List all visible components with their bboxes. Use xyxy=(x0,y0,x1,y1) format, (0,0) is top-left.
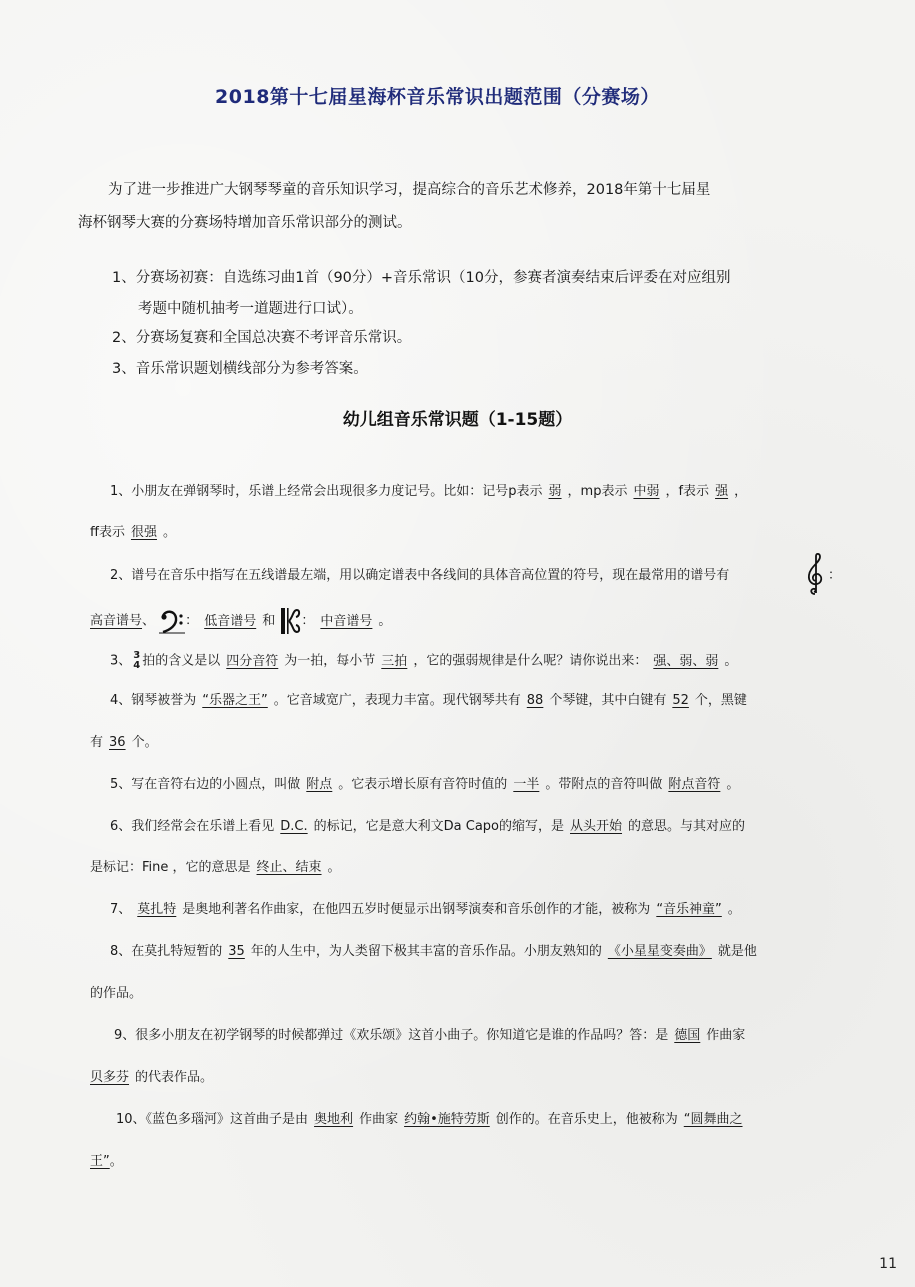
rule-3-wrap xyxy=(112,354,852,385)
q2-text-1: 2、谱号在音乐中指写在五线谱最左端，用以确定谱表中各线间的具体音高位置的符号，现在最常用的谱号有 xyxy=(110,568,730,583)
q1-text-3: ，f表示 xyxy=(665,484,710,499)
q4-answer-1: “乐器之王” xyxy=(202,693,268,708)
question-9-line-2 xyxy=(90,1068,832,1088)
question-1-line-2 xyxy=(90,523,832,543)
time-sig-denominator: 4 xyxy=(133,660,141,671)
q1-text-1: 1、小朋友在弹钢琴时，乐谱上经常会出现很多力度记号。比如：记号p表示 xyxy=(110,484,543,499)
q7-text-2: 是奥地利著名作曲家，在他四五岁时便显示出钢琴演奏和音乐创作的才能，被称为 xyxy=(182,902,651,917)
question-4-line-2 xyxy=(90,733,832,753)
q9-answer-1: 德国 xyxy=(674,1028,701,1043)
q3-text-4: ，它的强弱规律是什么呢？请你说出来： xyxy=(413,653,648,669)
q1-text-2: ，mp表示 xyxy=(567,484,628,499)
time-signature xyxy=(133,651,140,671)
q3-text-1: 3、 xyxy=(110,653,132,669)
q3-answer-2: 三拍 xyxy=(381,653,408,669)
q1-text-6: 。 xyxy=(162,525,176,540)
q9-text-1: 9、很多小朋友在初学钢琴的时候都弹过《欢乐颂》这首小曲子。你知道它是谁的作品吗？答：是 xyxy=(114,1028,669,1043)
q1-answer-3: 强 xyxy=(715,484,729,499)
q4-answer-4: 36 xyxy=(109,735,126,750)
q3-answer-3: 强、弱、弱 xyxy=(653,653,719,669)
q4-text-4: 个，黑键 xyxy=(694,693,747,708)
q5-text-1: 5、写在音符右边的小圆点，叫做 xyxy=(110,777,301,792)
q10-answer-3: “圆舞曲之 xyxy=(683,1112,743,1127)
page-title: 2018第十七届星海杯音乐常识出题范围（分赛场） xyxy=(215,86,660,108)
q8-text-2: 年的人生中，为人类留下极其丰富的音乐作品。小朋友熟知的 xyxy=(250,944,602,959)
q6-answer-3: 终止、结束 xyxy=(256,860,322,875)
question-5 xyxy=(90,775,832,795)
q2-text-6: ： xyxy=(301,613,315,629)
question-8-line-2 xyxy=(90,984,832,1004)
intro-line-1: 为了进一步推进广大钢琴琴童的音乐知识学习，提高综合的音乐艺术修养，2018年第十七届星 xyxy=(108,182,711,198)
question-2-line-1 xyxy=(90,566,832,586)
q4-text-2: 。它音域宽广，表现力丰富。现代钢琴共有 xyxy=(273,693,521,708)
q2-text-5: 和 xyxy=(262,613,276,629)
q10-answer-1: 奥地利 xyxy=(314,1112,354,1127)
q10-text-1: 10、《蓝色多瑙河》这首曲子是由 xyxy=(116,1112,309,1127)
rule-3: 3、音乐常识题划横线部分为参考答案。 xyxy=(112,361,368,377)
rule-1-continued: 考题中随机抽考一道题进行口试）。 xyxy=(138,301,363,317)
question-6-line-2 xyxy=(90,858,832,878)
q6-text-3: 的意思。与其对应的 xyxy=(628,819,746,834)
q5-answer-3: 附点音符 xyxy=(668,777,721,792)
time-sig-numerator: 3 xyxy=(133,650,141,661)
q5-text-2: 。它表示增长原有音符时值的 xyxy=(338,777,508,792)
q6-text-1: 6、我们经常会在乐谱上看见 xyxy=(110,819,275,834)
q1-answer-4: 很强 xyxy=(130,525,157,540)
q8-text-4: 的作品。 xyxy=(90,986,143,1001)
treble-clef-icon xyxy=(803,552,827,596)
alto-clef-icon xyxy=(279,607,301,635)
q5-answer-2: 一半 xyxy=(513,777,540,792)
q8-answer-2: 《小星星变奏曲》 xyxy=(607,944,712,959)
q1-text-4: ， xyxy=(734,484,748,499)
rule-2-wrap xyxy=(112,323,852,354)
q5-text-4: 。 xyxy=(726,777,740,792)
q8-answer-1: 35 xyxy=(228,944,245,959)
question-4-line-1 xyxy=(90,691,832,711)
q3-text-5: 。 xyxy=(724,653,738,669)
bass-clef-icon xyxy=(159,608,185,634)
q2-text-4: ： xyxy=(185,613,199,629)
q4-text-5: 有 xyxy=(90,735,104,750)
q4-text-1: 4、钢琴被誉为 xyxy=(110,693,197,708)
question-6-line-1 xyxy=(90,817,832,837)
q9-text-2: 作曲家 xyxy=(706,1028,746,1043)
q7-answer-1: 莫扎特 xyxy=(137,902,177,917)
q10-answer-4: 王” xyxy=(90,1154,110,1169)
q5-answer-1: 附点 xyxy=(306,777,333,792)
rule-2: 2、分赛场复赛和全国总决赛不考评音乐常识。 xyxy=(112,330,412,346)
q6-answer-1: D.C. xyxy=(280,819,308,834)
question-1-line-1 xyxy=(90,482,832,502)
q10-text-2: 作曲家 xyxy=(359,1112,399,1127)
intro-line-2: 海杯钢琴大赛的分赛场特增加音乐常识部分的测试。 xyxy=(78,215,412,231)
question-2-line-2 xyxy=(90,607,832,635)
q9-answer-2: 贝多芬 xyxy=(90,1070,130,1085)
q6-answer-2: 从头开始 xyxy=(570,819,623,834)
question-3 xyxy=(90,651,832,672)
section-title: 幼儿组音乐常识题（1-15题） xyxy=(342,410,573,430)
q10-answer-2: 约翰•施特劳斯 xyxy=(404,1112,490,1127)
q2-answer-2: 低音谱号 xyxy=(204,613,257,629)
q6-text-2: 的标记，它是意大利文Da Capo的缩写，是 xyxy=(313,819,564,834)
intro-paragraph xyxy=(78,174,838,240)
q9-text-3: 的代表作品。 xyxy=(135,1070,214,1085)
question-10-line-2 xyxy=(90,1152,832,1172)
q4-answer-2: 88 xyxy=(526,693,544,708)
q4-text-3: 个琴键，其中白键有 xyxy=(549,693,667,708)
q2-text-3: 、 xyxy=(142,613,156,629)
q4-answer-3: 52 xyxy=(672,693,689,708)
q7-answer-2: “音乐神童” xyxy=(656,902,722,917)
q2-text-7: 。 xyxy=(378,613,392,629)
q3-text-2: 拍的含义是以 xyxy=(142,653,221,669)
q2-answer-1: 高音谱号 xyxy=(90,613,143,629)
q7-text-1: 7、 xyxy=(110,902,132,917)
q8-text-3: 就是他 xyxy=(717,944,757,959)
question-9-line-1 xyxy=(90,1026,836,1046)
q2-answer-3: 中音谱号 xyxy=(320,613,373,629)
q4-text-6: 个。 xyxy=(131,735,158,750)
q2-colon-wrap xyxy=(828,566,842,586)
page-number: 11 xyxy=(879,1256,897,1272)
q2-text-2: ： xyxy=(828,568,842,583)
q1-text-5: ff表示 xyxy=(90,525,125,540)
question-10-line-1 xyxy=(90,1110,838,1130)
question-7 xyxy=(90,900,832,920)
rule-1: 1、分赛场初赛：自选练习曲1首（90分）+音乐常识（10分，参赛者演奏结束后评委在对应组别 xyxy=(112,270,731,286)
q3-text-3: 为一拍，每小节 xyxy=(284,653,376,669)
q6-text-4: 是标记：Fine ，它的意思是 xyxy=(90,860,251,875)
q10-text-4: 。 xyxy=(109,1154,123,1169)
q1-answer-1: 弱 xyxy=(548,484,562,499)
q3-answer-1: 四分音符 xyxy=(226,653,279,669)
q1-answer-2: 中弱 xyxy=(633,484,660,499)
q8-text-1: 8、在莫扎特短暂的 xyxy=(110,944,223,959)
rules-list xyxy=(112,263,852,325)
q6-text-5: 。 xyxy=(327,860,341,875)
q5-text-3: 。带附点的音符叫做 xyxy=(545,777,663,792)
question-8-line-1 xyxy=(90,942,832,962)
q7-text-3: 。 xyxy=(727,902,741,917)
q10-text-3: 创作的。在音乐史上，他被称为 xyxy=(495,1112,678,1127)
